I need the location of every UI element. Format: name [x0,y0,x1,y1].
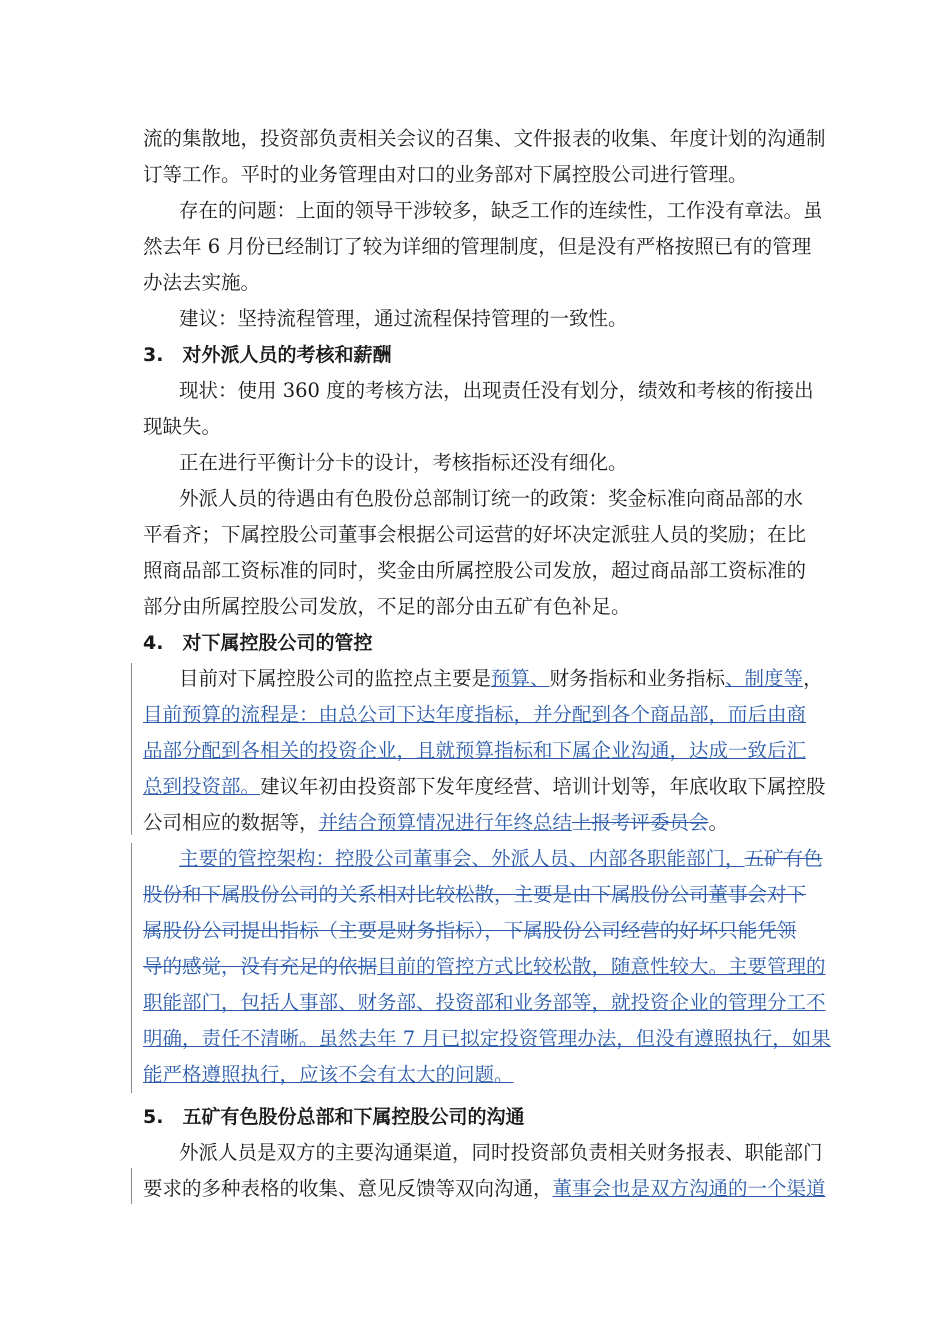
inserted-text: 。主要管理的 [708,955,826,978]
paragraph-line [143,951,826,983]
inserted-line: 能严格遵照执行，应该不会有太大的问题。 [143,1063,514,1086]
paragraph-line: 平看齐；下属控股公司董事会根据公司运营的好坏决定派驻人员的奖励；在比 [143,523,807,546]
paragraph-line: 现状：使用 360 度的考核方法，出现责任没有划分，绩效和考核的衔接出 [179,379,814,402]
paragraph-line: 然去年 6 月份已经制订了较为详细的管理制度，但是没有严格按照已有的管理 [143,235,812,258]
deleted-text: 五矿有色 [744,847,823,870]
inserted-text: 主要的管控架构：控股公司董事会、外派人员、内部各职能部门， [179,847,745,870]
inserted-line: 目前预算的流程是：由总公司下达年度指标，并分配到各个商品部，而后由商 [143,703,807,726]
inserted-text: 预算、 [491,667,550,690]
inserted-line: 品部分配到各相关的投资企业，且就预算指标和下属企业沟通，达成一致后汇 [143,739,807,762]
text-run: 目前对下属控股公司的监控点主要是 [179,667,492,690]
revision-bar [131,843,132,1093]
paragraph-line [143,807,811,839]
text-run: 。 [708,811,729,834]
text-run: 要求的多种表格的收集、意见反馈等双向沟通， [143,1177,553,1200]
paragraph-line: 流的集散地，投资部负责相关会议的召集、文件报表的收集、年度计划的沟通制 [143,127,826,150]
paragraph-line: 订等工作。平时的业务管理由对口的业务部对下属控股公司进行管理。 [143,163,748,186]
text-run: 财务指标和业务指标 [549,667,726,690]
inserted-text: 目前的管控方式比较松散，随意性较大 [377,955,709,978]
paragraph-line: 正在进行平衡计分卡的设计，考核指标还没有细化。 [179,451,628,474]
text-run: 建议年初由投资部下发年度经营、培训计划等，年底收取下属控股 [260,775,826,798]
paragraph-line: 外派人员的待遇由有色股份总部制订统一的政策：奖金标准向商品部的水 [179,487,804,510]
text-run: ， [803,667,823,690]
deleted-line: 属股份公司提出指标（主要是财务指标），下属股份公司经营的好坏只能凭领 [143,919,797,942]
paragraph-line: 部分由所属控股公司发放，不足的部分由五矿有色补足。 [143,595,631,618]
revision-bar [131,1168,132,1204]
paragraph-line: 现缺失。 [143,415,222,438]
inserted-text: 董事会也是双方沟通的一个渠道 [552,1177,826,1200]
paragraph-line: 建议：坚持流程管理，通过流程保持管理的一致性。 [179,307,628,330]
inserted-text: 、制度等 [725,667,804,690]
paragraph-line [143,663,847,695]
section-heading-4: 4. 对下属控股公司的管控 [143,632,373,654]
paragraph-line: 照商品部工资标准的同时，奖金由所属控股公司发放，超过商品部工资标准的 [143,559,807,582]
section-heading-5: 5. 五矿有色股份总部和下属控股公司的沟通 [143,1106,525,1128]
inserted-text: 并结合预算情况进行年终总结 [318,811,573,834]
paragraph-line [143,771,826,803]
paragraph-line: 外派人员是双方的主要沟通渠道，同时投资部负责相关财务报表、职能部门 [179,1141,823,1164]
deleted-line: 股份和下属股份公司的关系相对比较松散，主要是由下属股份公司董事会对下 [143,883,807,906]
text-run: 公司相应的数据等， [143,811,319,834]
paragraph-line [143,1173,826,1205]
paragraph-line: 办法去实施。 [143,271,261,294]
section-heading-3: 3. 对外派人员的考核和薪酬 [143,344,392,366]
inserted-line: 明确，责任不清晰。虽然去年 7 月已拟定投资管理办法，但没有遵照执行，如果 [143,1027,831,1050]
paragraph-line [143,843,847,875]
deleted-text: 导的感觉，没有充足的依据 [143,955,378,978]
revision-bar [131,663,132,835]
inserted-line: 职能部门，包括人事部、财务部、投资部和业务部等，就投资企业的管理分工不 [143,991,826,1014]
deleted-text: 上报考评委员会 [572,811,709,834]
inserted-text: 总到投资部。 [143,775,261,798]
paragraph-line: 存在的问题：上面的领导干涉较多，缺乏工作的连续性，工作没有章法。虽 [179,199,823,222]
